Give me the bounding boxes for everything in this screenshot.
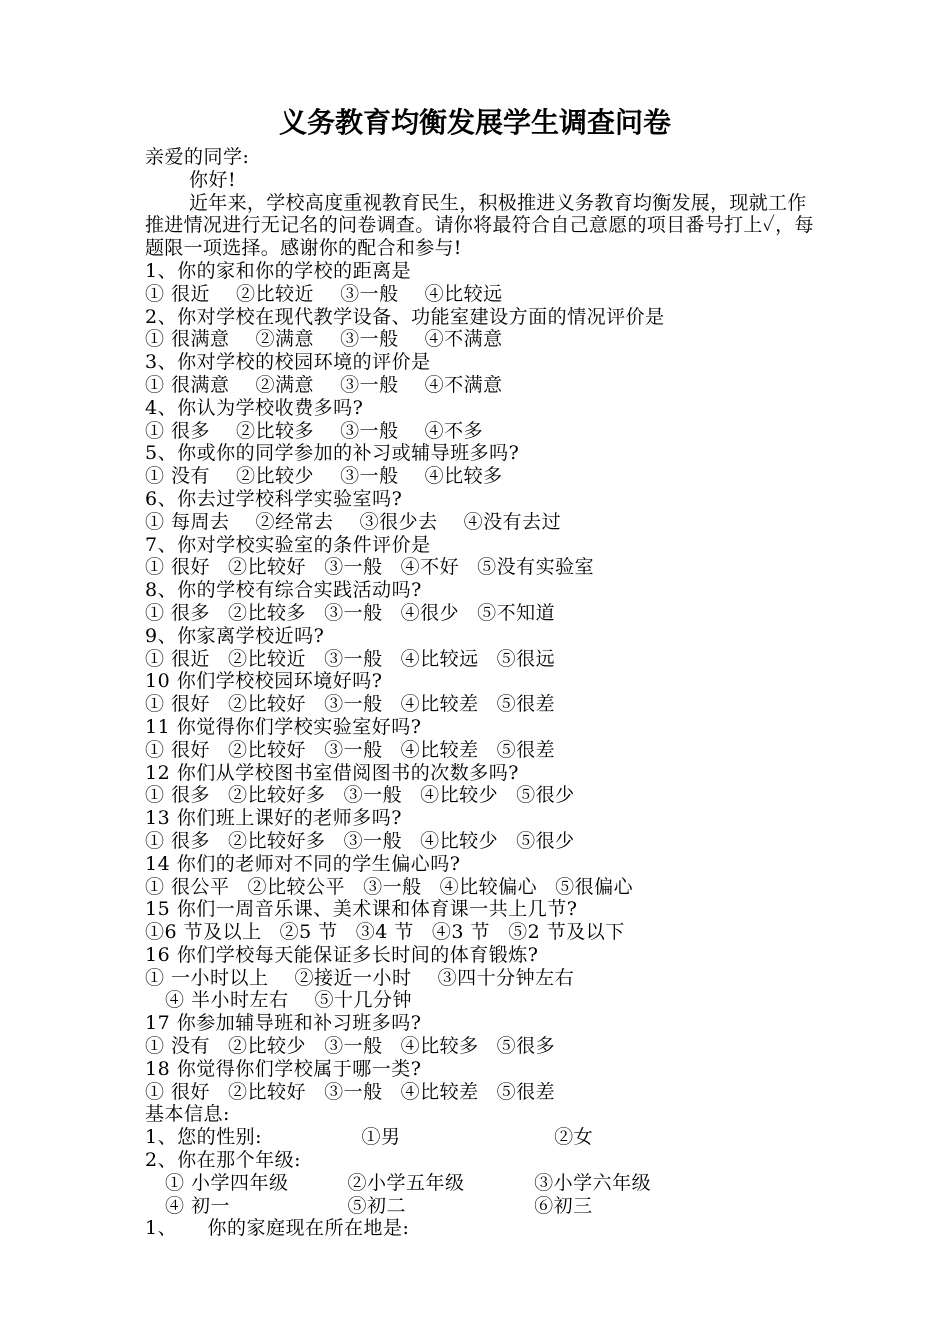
answer-option[interactable]: ③四十分钟左右 <box>437 966 575 989</box>
answer-option[interactable]: ④比较差 <box>400 1080 479 1103</box>
grade-option-4[interactable]: ① 小学四年级 <box>165 1171 289 1194</box>
question-text: 13 你们班上课好的老师多吗? <box>145 807 402 830</box>
answer-option[interactable]: ②比较好 <box>228 693 307 716</box>
answer-option[interactable]: ① 很多 <box>145 419 211 442</box>
question-text: 1、你的家和你的学校的距离是 <box>145 259 412 282</box>
answer-option[interactable]: ②满意 <box>255 328 315 351</box>
answer-option[interactable]: ⑤很差 <box>496 738 556 761</box>
option-row <box>145 420 815 443</box>
answer-option[interactable]: ⑤很少 <box>516 829 575 852</box>
option-row <box>145 967 815 990</box>
answer-option[interactable]: ②比较好多 <box>228 784 326 807</box>
answer-option[interactable]: ④很少 <box>400 601 460 624</box>
answer-option[interactable]: ④ 半小时左右 <box>165 989 289 1012</box>
gender-option-female[interactable]: ②女 <box>554 1126 594 1149</box>
answer-option[interactable]: ⑤很远 <box>496 647 556 670</box>
answer-option[interactable]: ③一般 <box>340 373 399 396</box>
answer-option[interactable]: ②比较好 <box>228 1080 307 1103</box>
answer-option[interactable]: ① 很多 <box>145 601 211 624</box>
answer-option[interactable]: ① 没有 <box>145 465 211 488</box>
answer-option[interactable]: ① 很近 <box>145 647 211 670</box>
answer-option[interactable]: ③一般 <box>363 875 422 898</box>
answer-option[interactable]: ②比较近 <box>236 282 315 305</box>
answer-option[interactable]: ③一般 <box>324 601 383 624</box>
gender-option-male[interactable]: ①男 <box>361 1126 401 1149</box>
option-row <box>145 921 815 944</box>
grade-row-2 <box>145 1195 815 1218</box>
option-row <box>145 602 815 625</box>
grade-option-6[interactable]: ③小学六年级 <box>534 1171 652 1194</box>
answer-option[interactable]: ① 一小时以上 <box>145 966 269 989</box>
option-row <box>145 693 815 716</box>
question-text: 4、你认为学校收费多吗? <box>145 396 364 419</box>
answer-option[interactable]: ③一般 <box>324 556 383 579</box>
question-text: 16 你们学校每天能保证多长时间的体育锻炼? <box>145 943 539 966</box>
answer-option[interactable]: ① 很近 <box>145 282 211 305</box>
answer-option[interactable]: ③一般 <box>340 282 399 305</box>
answer-option[interactable]: ① 很多 <box>145 829 211 852</box>
answer-option[interactable]: ⑤很差 <box>496 693 556 716</box>
answer-option[interactable]: ① 很好 <box>145 556 211 579</box>
question-text: 10 你们学校校园环境好吗? <box>145 670 383 693</box>
option-row <box>145 465 815 488</box>
question-text: 7、你对学校实验室的条件评价是 <box>145 533 431 556</box>
question-text: 3、你对学校的校园环境的评价是 <box>145 351 431 374</box>
answer-option[interactable]: ④比较少 <box>420 829 499 852</box>
intro-paragraph: 近年来，学校高度重视教育民生，积极推进义务教育均衡发展，现就工作推进情况进行无记名的问卷调查。请你将最符合自己意愿的项目番号打上✓，每题限一项选择。感谢你的配合和参与! <box>145 191 814 260</box>
answer-option[interactable]: ① 很多 <box>145 784 211 807</box>
option-row <box>145 1081 815 1104</box>
answer-option[interactable]: ③一般 <box>343 829 403 852</box>
answer-option[interactable]: ① 很公平 <box>145 875 230 898</box>
answer-option[interactable]: ① 很好 <box>145 693 211 716</box>
answer-option[interactable]: ④比较差 <box>400 738 479 761</box>
answer-option[interactable]: ④3 节 <box>431 921 491 944</box>
answer-option[interactable]: ① 很好 <box>145 738 211 761</box>
option-row <box>145 739 815 762</box>
grade-option-8[interactable]: ⑤初二 <box>347 1194 407 1217</box>
answer-option[interactable]: ③一般 <box>324 647 383 670</box>
question-text: 12 你们从学校图书室借阅图书的次数多吗? <box>145 761 519 784</box>
answer-option[interactable]: ②经常去 <box>255 510 334 533</box>
answer-option[interactable]: ⑤不知道 <box>477 601 556 624</box>
answer-option[interactable]: ②比较少 <box>228 1035 307 1058</box>
answer-option[interactable]: ③4 节 <box>355 921 414 944</box>
answer-option[interactable]: ③一般 <box>324 1035 383 1058</box>
answer-option[interactable]: ③很少去 <box>359 510 438 533</box>
option-row <box>145 511 815 534</box>
answer-option[interactable]: ②比较多 <box>236 419 315 442</box>
question-text: 18 你觉得你们学校属于哪一类? <box>145 1057 422 1080</box>
question-text: 2、你对学校在现代教学设备、功能室建设方面的情况评价是 <box>145 305 665 328</box>
document-body <box>145 146 815 1240</box>
answer-option[interactable]: ③一般 <box>324 1080 383 1103</box>
answer-option[interactable]: ②比较好多 <box>228 829 326 852</box>
grade-option-5[interactable]: ②小学五年级 <box>347 1171 465 1194</box>
answer-option[interactable]: ① 没有 <box>145 1035 211 1058</box>
answer-option[interactable]: ④不满意 <box>424 328 503 351</box>
question-text: 15 你们一周音乐课、美术课和体育课一共上几节? <box>145 898 578 921</box>
answer-option[interactable]: ① 很好 <box>145 1080 211 1103</box>
option-row <box>145 556 815 579</box>
answer-option[interactable]: ②比较近 <box>228 647 307 670</box>
answer-option[interactable]: ②5 节 <box>279 921 338 944</box>
basic-info-heading: 基本信息: <box>145 1103 230 1126</box>
answer-option[interactable]: ④比较少 <box>420 784 499 807</box>
option-row <box>145 374 815 397</box>
option-row <box>145 648 815 671</box>
answer-option[interactable]: ③一般 <box>340 328 399 351</box>
answer-option[interactable]: ③一般 <box>324 693 383 716</box>
answer-option[interactable]: ③一般 <box>343 784 403 807</box>
answer-option[interactable]: ③一般 <box>340 465 399 488</box>
greeting: 亲爱的同学: <box>145 146 250 168</box>
answer-option[interactable]: ① 每周去 <box>145 510 230 533</box>
home-location-row <box>145 1217 815 1240</box>
answer-option[interactable]: ⑤很多 <box>496 1035 556 1058</box>
answer-option[interactable]: ⑤很少 <box>516 784 575 807</box>
question-text: 8、你的学校有综合实践活动吗? <box>145 579 422 602</box>
answer-option[interactable]: ④比较多 <box>424 465 503 488</box>
question-text: 17 你参加辅导班和补习班多吗? <box>145 1012 422 1035</box>
option-row <box>145 328 815 351</box>
answer-option[interactable]: ③一般 <box>340 419 399 442</box>
home-question: 你的家庭现在所在地是: <box>207 1217 410 1240</box>
question-text: 6、你去过学校科学实验室吗? <box>145 487 403 510</box>
question-list <box>145 260 815 1103</box>
answer-option[interactable]: ②比较多 <box>228 601 307 624</box>
answer-option[interactable]: ③一般 <box>324 738 383 761</box>
answer-option[interactable]: ②比较公平 <box>247 875 346 898</box>
option-row <box>145 784 815 807</box>
question-text: 5、你或你的同学参加的补习或辅导班多吗? <box>145 442 520 465</box>
answer-option[interactable]: ④没有去过 <box>463 510 562 533</box>
page-title: 义务教育均衡发展学生调查问卷 <box>278 106 671 139</box>
answer-option[interactable]: ① 很满意 <box>145 373 230 396</box>
answer-option[interactable]: ④比较偏心 <box>439 875 538 898</box>
gender-row <box>145 1126 815 1149</box>
answer-option[interactable]: ⑤2 节及以下 <box>508 921 625 944</box>
option-row <box>145 1035 815 1058</box>
grade-option-9[interactable]: ⑥初三 <box>534 1194 593 1217</box>
answer-option[interactable]: ④比较差 <box>400 693 479 716</box>
answer-option[interactable]: ⑤没有实验室 <box>477 556 595 579</box>
answer-option[interactable]: ①6 节及以上 <box>145 921 262 944</box>
answer-option[interactable]: ②比较好 <box>228 556 307 579</box>
option-row <box>145 283 815 306</box>
answer-option[interactable]: ④不好 <box>400 556 460 579</box>
option-row <box>145 830 815 853</box>
answer-option[interactable]: ②满意 <box>255 373 315 396</box>
grade-row-1 <box>145 1172 815 1195</box>
hello-text: 你好! <box>189 168 237 191</box>
question-text: 9、你家离学校近吗? <box>145 624 325 647</box>
answer-option[interactable]: ④比较远 <box>424 282 503 305</box>
answer-option[interactable]: ① 很满意 <box>145 328 230 351</box>
answer-option[interactable]: ④比较远 <box>400 647 479 670</box>
option-row <box>145 989 815 1012</box>
question-text: 11 你觉得你们学校实验室好吗? <box>145 715 422 738</box>
answer-option[interactable]: ②比较少 <box>236 465 315 488</box>
answer-option[interactable]: ④比较多 <box>400 1035 479 1058</box>
answer-option[interactable]: ④不满意 <box>424 373 503 396</box>
answer-option[interactable]: ⑤很差 <box>496 1080 556 1103</box>
option-row <box>145 876 815 899</box>
answer-option[interactable]: ⑤十几分钟 <box>314 989 413 1012</box>
answer-option[interactable]: ②接近一小时 <box>294 966 412 989</box>
grade-option-7[interactable]: ④ 初一 <box>165 1194 231 1217</box>
question-text: 14 你们的老师对不同的学生偏心吗? <box>145 852 461 875</box>
answer-option[interactable]: ④不多 <box>424 419 484 442</box>
gender-question: 1、您的性别: <box>145 1126 262 1149</box>
grade-question: 2、你在那个年级: <box>145 1149 301 1172</box>
home-question-number: 1、 <box>145 1217 178 1240</box>
answer-option[interactable]: ⑤很偏心 <box>555 875 634 898</box>
answer-option[interactable]: ②比较好 <box>228 738 307 761</box>
